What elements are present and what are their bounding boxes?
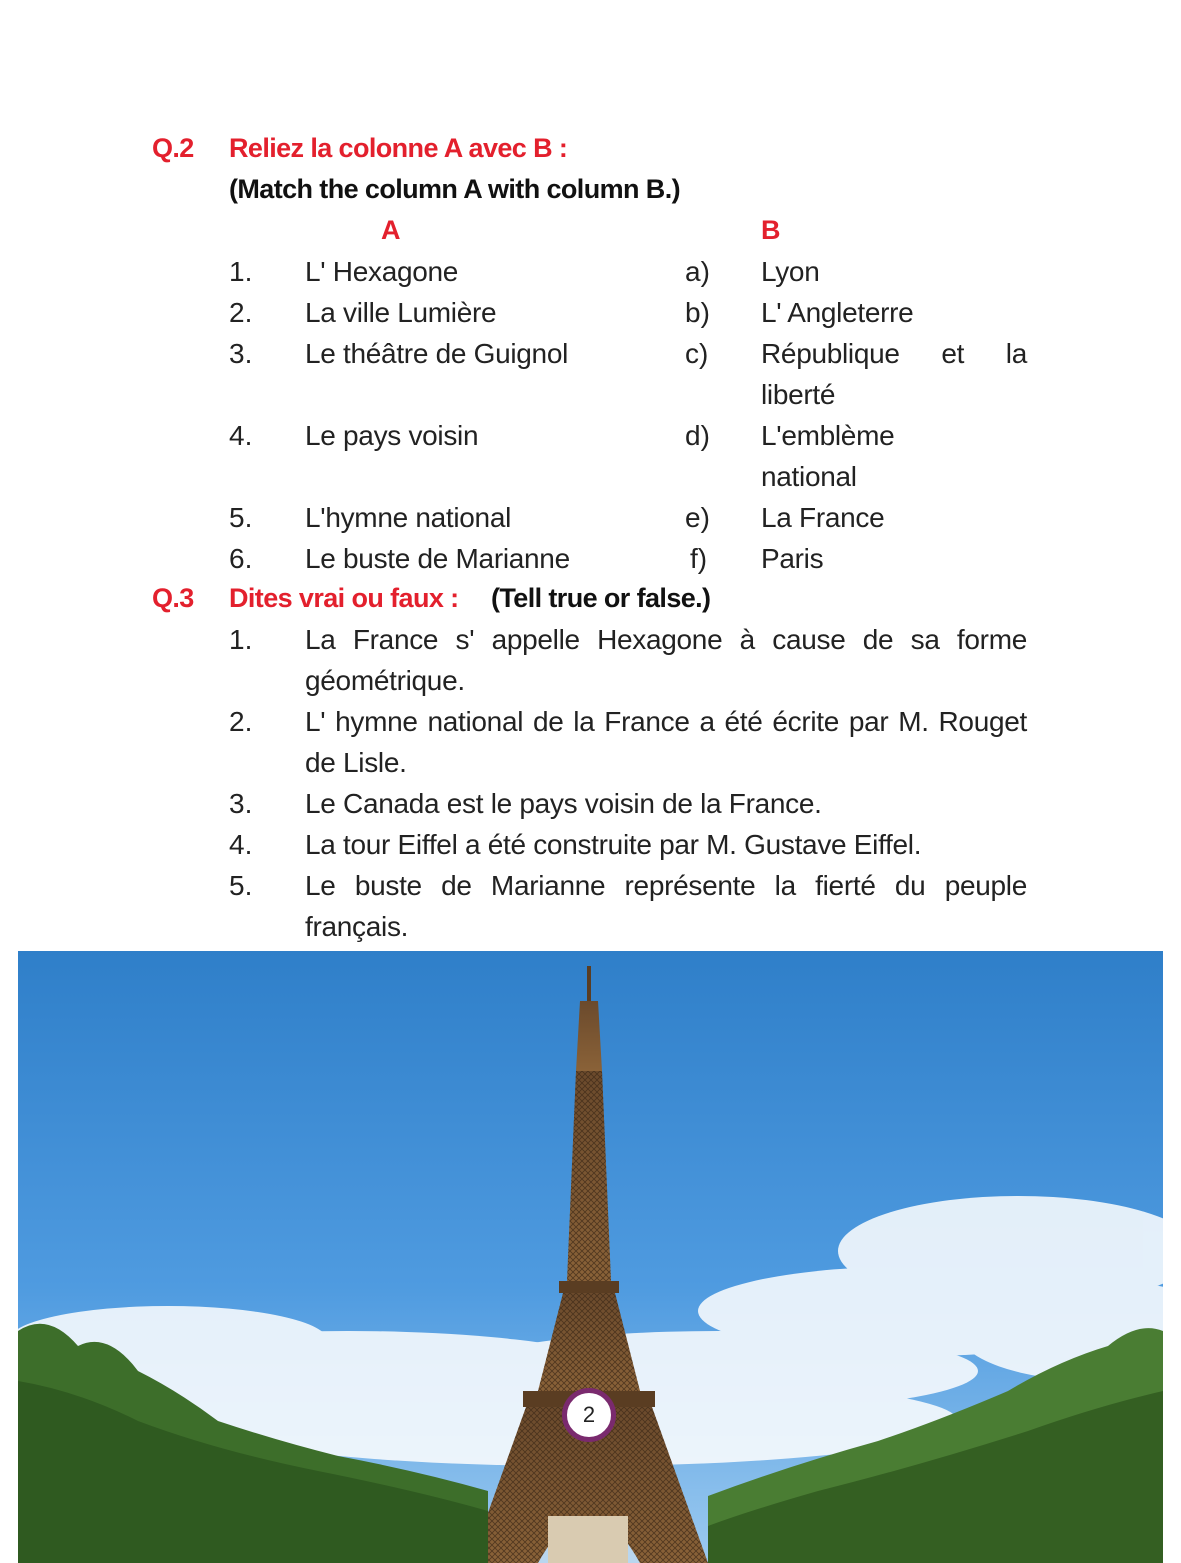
eiffel-tower-photo — [18, 951, 1163, 1563]
column-b-item: L'emblème national — [761, 420, 895, 492]
row-letter: c) — [685, 338, 709, 369]
q3-number: Q.3 — [152, 583, 194, 613]
q3-subtitle: (Tell true or false.) — [491, 583, 711, 613]
row-number: 4. — [229, 420, 253, 451]
column-a-item: Le théâtre de Guignol — [305, 338, 569, 369]
item-text: L' hymne national de la France a été écrite par M. Rouget de Lisle. — [305, 706, 1027, 778]
page-number-badge: 2 — [562, 1388, 616, 1442]
row-letter: b) — [685, 297, 710, 328]
column-a-item: La ville Lumière — [305, 297, 497, 328]
item-text: Le Canada est le pays voisin de la France. — [305, 788, 822, 819]
item-number: 1. — [229, 624, 253, 655]
column-b-item: Lyon — [761, 256, 820, 287]
q3-title: Dites vrai ou faux : — [229, 583, 459, 613]
q2-number: Q.2 — [152, 133, 194, 163]
column-b-item: L' Angleterre — [761, 297, 914, 328]
q2-subtitle: (Match the column A with column B.) — [229, 174, 680, 204]
row-number: 5. — [229, 502, 253, 533]
row-number: 3. — [229, 338, 253, 369]
row-number: 1. — [229, 256, 253, 287]
column-b-item: République et la liberté — [761, 338, 1027, 410]
row-number: 6. — [229, 543, 253, 574]
row-letter: a) — [685, 256, 710, 287]
item-number: 4. — [229, 829, 253, 860]
q2-title: Reliez la colonne A avec B : — [229, 133, 568, 163]
column-a-item: L' Hexagone — [305, 256, 459, 287]
item-number: 3. — [229, 788, 253, 819]
item-text: La tour Eiffel a été construite par M. Gustave Eiffel. — [305, 829, 922, 860]
column-b-item: Paris — [761, 543, 824, 574]
row-letter: e) — [685, 502, 710, 533]
item-number: 2. — [229, 706, 253, 737]
column-a-item: Le pays voisin — [305, 420, 479, 451]
row-number: 2. — [229, 297, 253, 328]
item-text: Le buste de Marianne représente la fierté du peuple français. — [305, 870, 1027, 942]
item-text: La France s' appelle Hexagone à cause de sa forme géométrique. — [305, 624, 1027, 696]
column-b-header: B — [761, 215, 781, 245]
row-letter: d) — [685, 420, 710, 451]
column-a-header: A — [381, 215, 401, 245]
column-b-item: La France — [761, 502, 885, 533]
column-a-item: Le buste de Marianne — [305, 543, 570, 574]
column-a-item: L'hymne national — [305, 502, 512, 533]
item-number: 5. — [229, 870, 253, 901]
row-letter: f) — [690, 543, 708, 574]
